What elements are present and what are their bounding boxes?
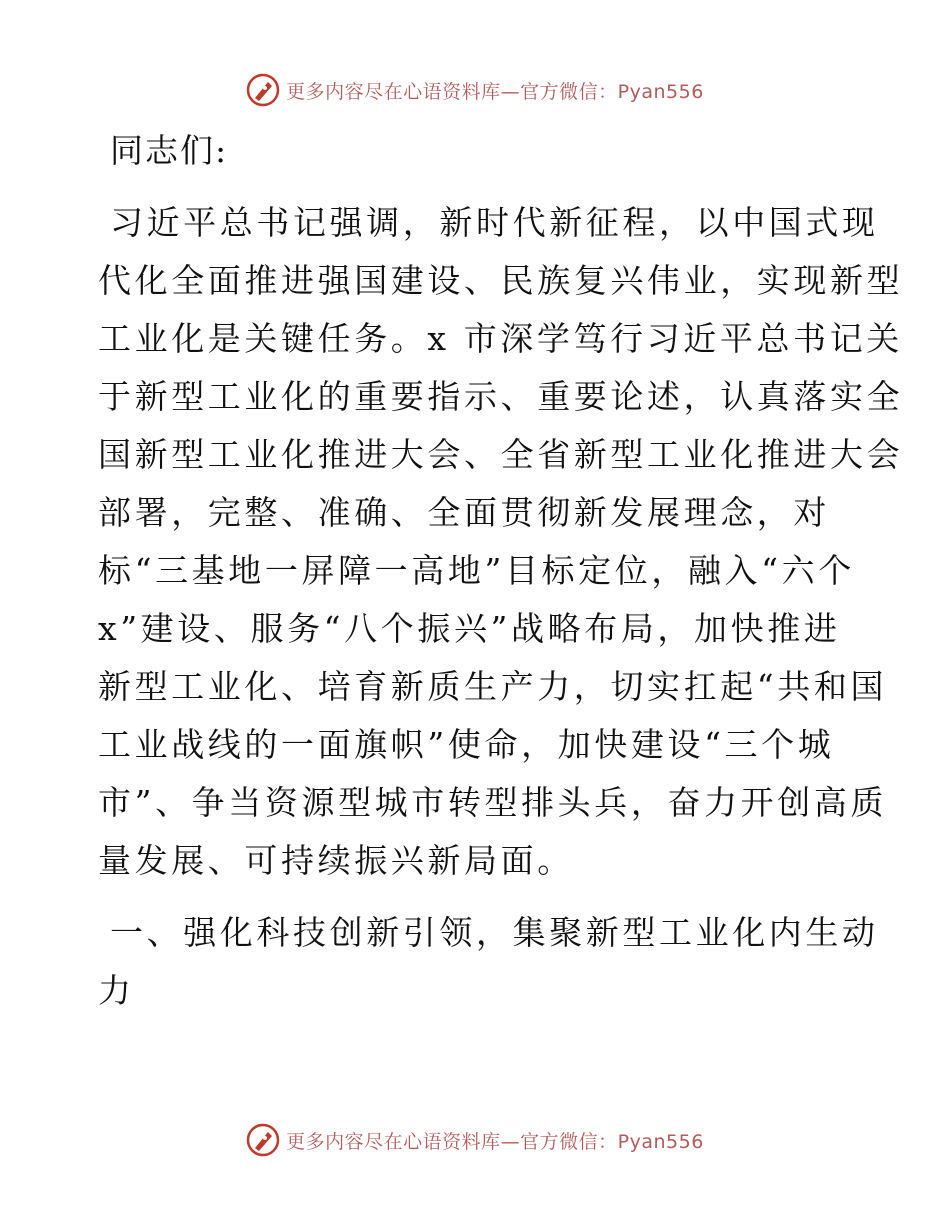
paragraph-line: 标“三基地一屏障一高地”目标定位，融入“六个 <box>98 551 855 590</box>
pen-nib-logo-icon <box>246 1123 280 1157</box>
paragraph-line: 工业化是关键任务。x 市深学笃行习近平总书记关 <box>98 319 903 358</box>
paragraph-line: 国新型工业化推进大会、全省新型工业化推进大会 <box>98 435 904 474</box>
body-paragraph <box>98 194 904 890</box>
section-heading <box>98 904 879 1020</box>
heading-line: 一、强化科技创新引领，集聚新型工业化内生动 <box>110 913 879 952</box>
paragraph-line: 量发展、可持续振兴新局面。 <box>98 841 574 880</box>
paragraph-line: 部署，完整、准确、全面贯彻新发展理念，对 <box>98 493 830 532</box>
watermark-header <box>0 70 950 110</box>
paragraph-line: 代化全面推进强国建设、民族复兴伟业，实现新型 <box>98 261 904 300</box>
paragraph-line: 于新型工业化的重要指示、重要论述，认真落实全 <box>98 377 904 416</box>
pen-nib-logo-icon <box>246 73 280 107</box>
paragraph-line: 习近平总书记强调，新时代新征程，以中国式现 <box>110 203 879 242</box>
watermark-footer <box>0 1120 950 1160</box>
watermark-text: 更多内容尽在心语资料库—官方微信：Pyan556 <box>286 80 704 103</box>
paragraph-line: 市”、争当资源型城市转型排头兵，奋力开创高质 <box>98 783 888 822</box>
document-body <box>98 122 904 1020</box>
paragraph-line: 工业战线的一面旗帜”使命，加快建设“三个城 <box>98 725 835 764</box>
salutation: 同志们: <box>110 131 229 170</box>
heading-line: 力 <box>98 971 135 1010</box>
watermark-text: 更多内容尽在心语资料库—官方微信：Pyan556 <box>286 1130 704 1153</box>
paragraph-line: 新型工业化、培育新质生产力，切实扛起“共和国 <box>98 667 888 706</box>
paragraph-line: x”建设、服务“八个振兴”战略布局，加快推进 <box>98 609 841 648</box>
